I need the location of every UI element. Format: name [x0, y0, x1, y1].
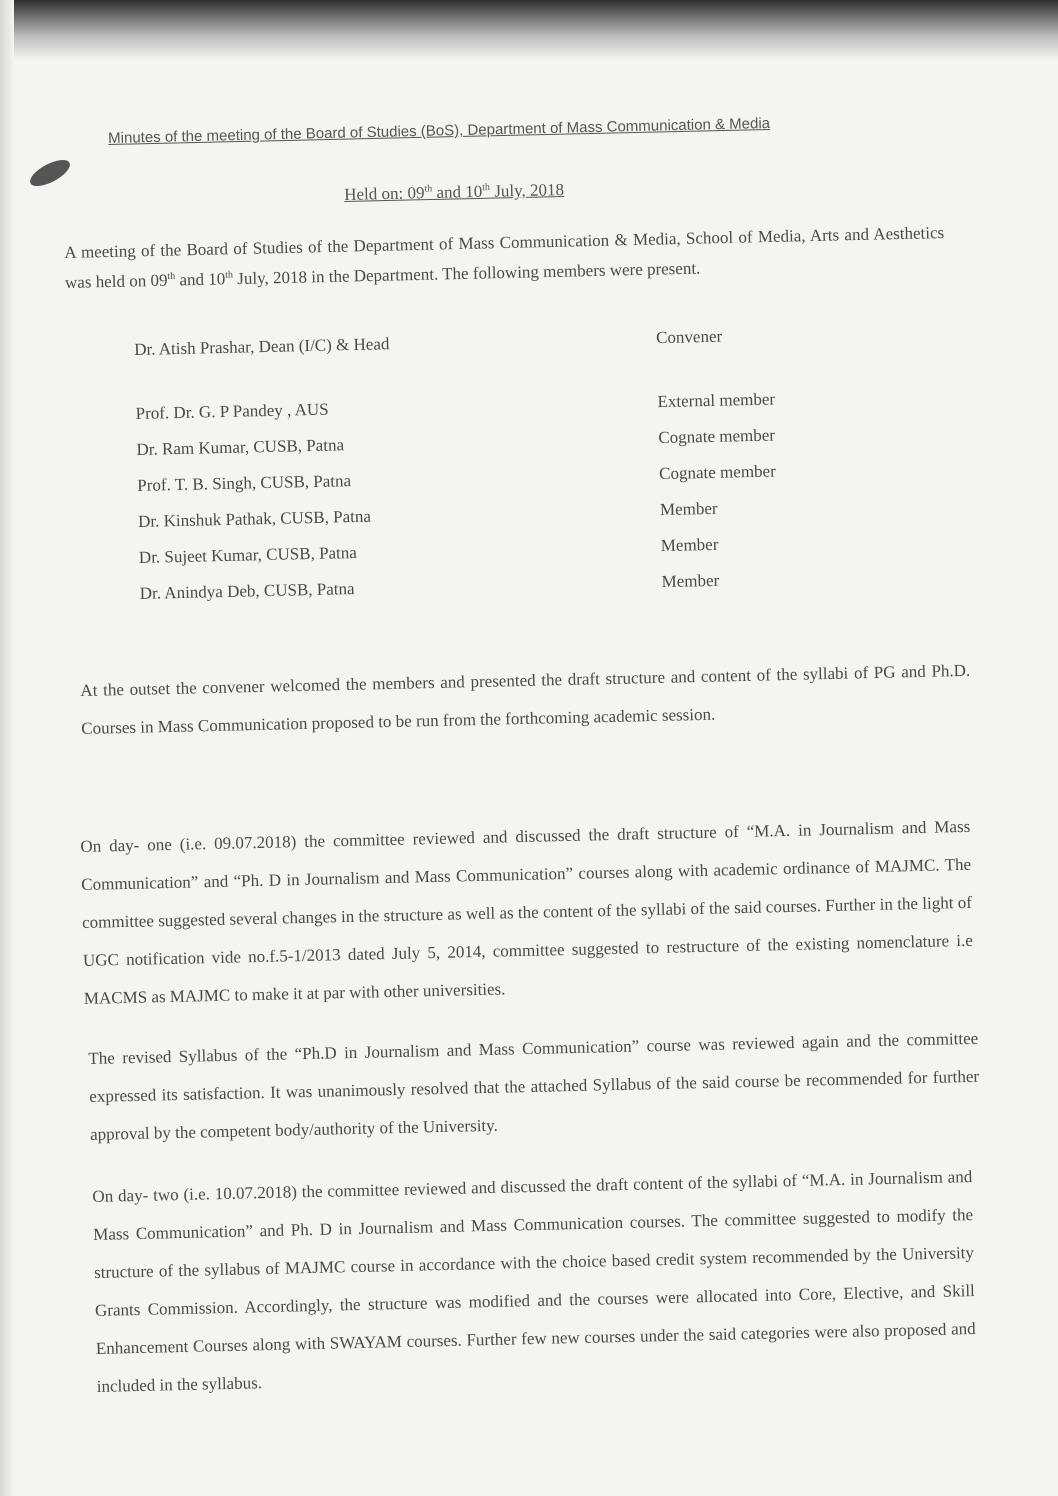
member-name: Dr. Ram Kumar, CUSB, Patna [136, 435, 345, 459]
member-role: Member [661, 570, 720, 592]
intro-part3: July, 2018 in the Department. The following members were present. [232, 258, 701, 289]
paragraph-outset: At the outset the convener welcomed the members and presented the draft structure and content of the syllabi of PG and Ph.D. Courses in Mass Communication proposed to be run from the forthcoming academic session. [80, 660, 971, 738]
member-name: Dr. Atish Prashar, Dean (I/C) & Head [134, 334, 390, 359]
members-list [134, 324, 860, 620]
member-name: Prof. Dr. G. P Pandey , AUS [135, 399, 329, 423]
held-on-mid: and 10 [432, 181, 483, 202]
held-on-prefix: Held on: 09 [344, 183, 425, 204]
intro-sup2: th [225, 269, 234, 281]
held-on-suffix: July, 2018 [489, 180, 565, 201]
intro-paragraph [64, 218, 945, 298]
member-role: External member [657, 389, 776, 412]
member-role: Member [660, 534, 719, 556]
paragraph-phd-syllabus: The revised Syllabus of the “Ph.D in Journalism and Mass Communication” course was reviewed again and the committee expressed its satisfaction. It was unanimously resolved that the attached Syllabus of the said course be recommended for further approval by the competent body/authority of the University. [88, 1028, 980, 1144]
member-role: Member [659, 498, 718, 520]
document-title: Minutes of the meeting of the Board of Studies (BoS), Department of Mass Communication & Media [108, 114, 771, 147]
paragraph-day-one: On day- one (i.e. 09.07.2018) the committee reviewed and discussed the draft structure of “M.A. in Journalism and Mass Communication” and “Ph. D in Journalism and Mass Communication” courses along with academic ordinance of MAJMC. The committee suggested several changes in the structure as well as the content of the syllabi of the said courses. Further in the light of UGC notification vide no.f.5-1/2013 dated July 5, 2014, committee suggested to restructure of the existing nomenclature i.e MACMS as MAJMC to make it at par with other universities. [80, 816, 973, 1008]
member-name: Prof. T. B. Singh, CUSB, Patna [137, 471, 352, 495]
member-role: Cognate member [658, 461, 776, 484]
member-name: Dr. Kinshuk Pathak, CUSB, Patna [137, 506, 372, 531]
held-on-sup1: th [424, 183, 433, 195]
held-on-sup2: th [482, 182, 491, 194]
member-name: Dr. Sujeet Kumar, CUSB, Patna [138, 543, 358, 567]
meeting-date [344, 180, 564, 205]
member-role: Convener [655, 326, 723, 348]
member-name: Dr. Anindya Deb, CUSB, Patna [139, 579, 355, 603]
intro-part1: A meeting of the Board of Studies of the Department of Mass Communication & Media, School of Media, Arts and Aesthetics was held on 09 [64, 223, 945, 292]
paragraph-day-two: On day- two (i.e. 10.07.2018) the committee reviewed and discussed the draft content of the syllabi of “M.A. in Journalism and Mass Communication” and Ph. D in Journalism and Mass Communication courses. The committee suggested to modify the structure of the syllabus of MAJMC course in accordance with the choice based credit system recommended by the University Grants Commission. Accordingly, the structure was modified and the courses were allocated into Core, Elective, and Skill Enhancement Courses along with SWAYAM courses. Further few new courses under the said categories were also proposed and included in the syllabus. [92, 1167, 976, 1396]
intro-part2: and 10 [175, 269, 226, 290]
member-role: Cognate member [658, 425, 776, 448]
intro-sup1: th [167, 270, 176, 283]
